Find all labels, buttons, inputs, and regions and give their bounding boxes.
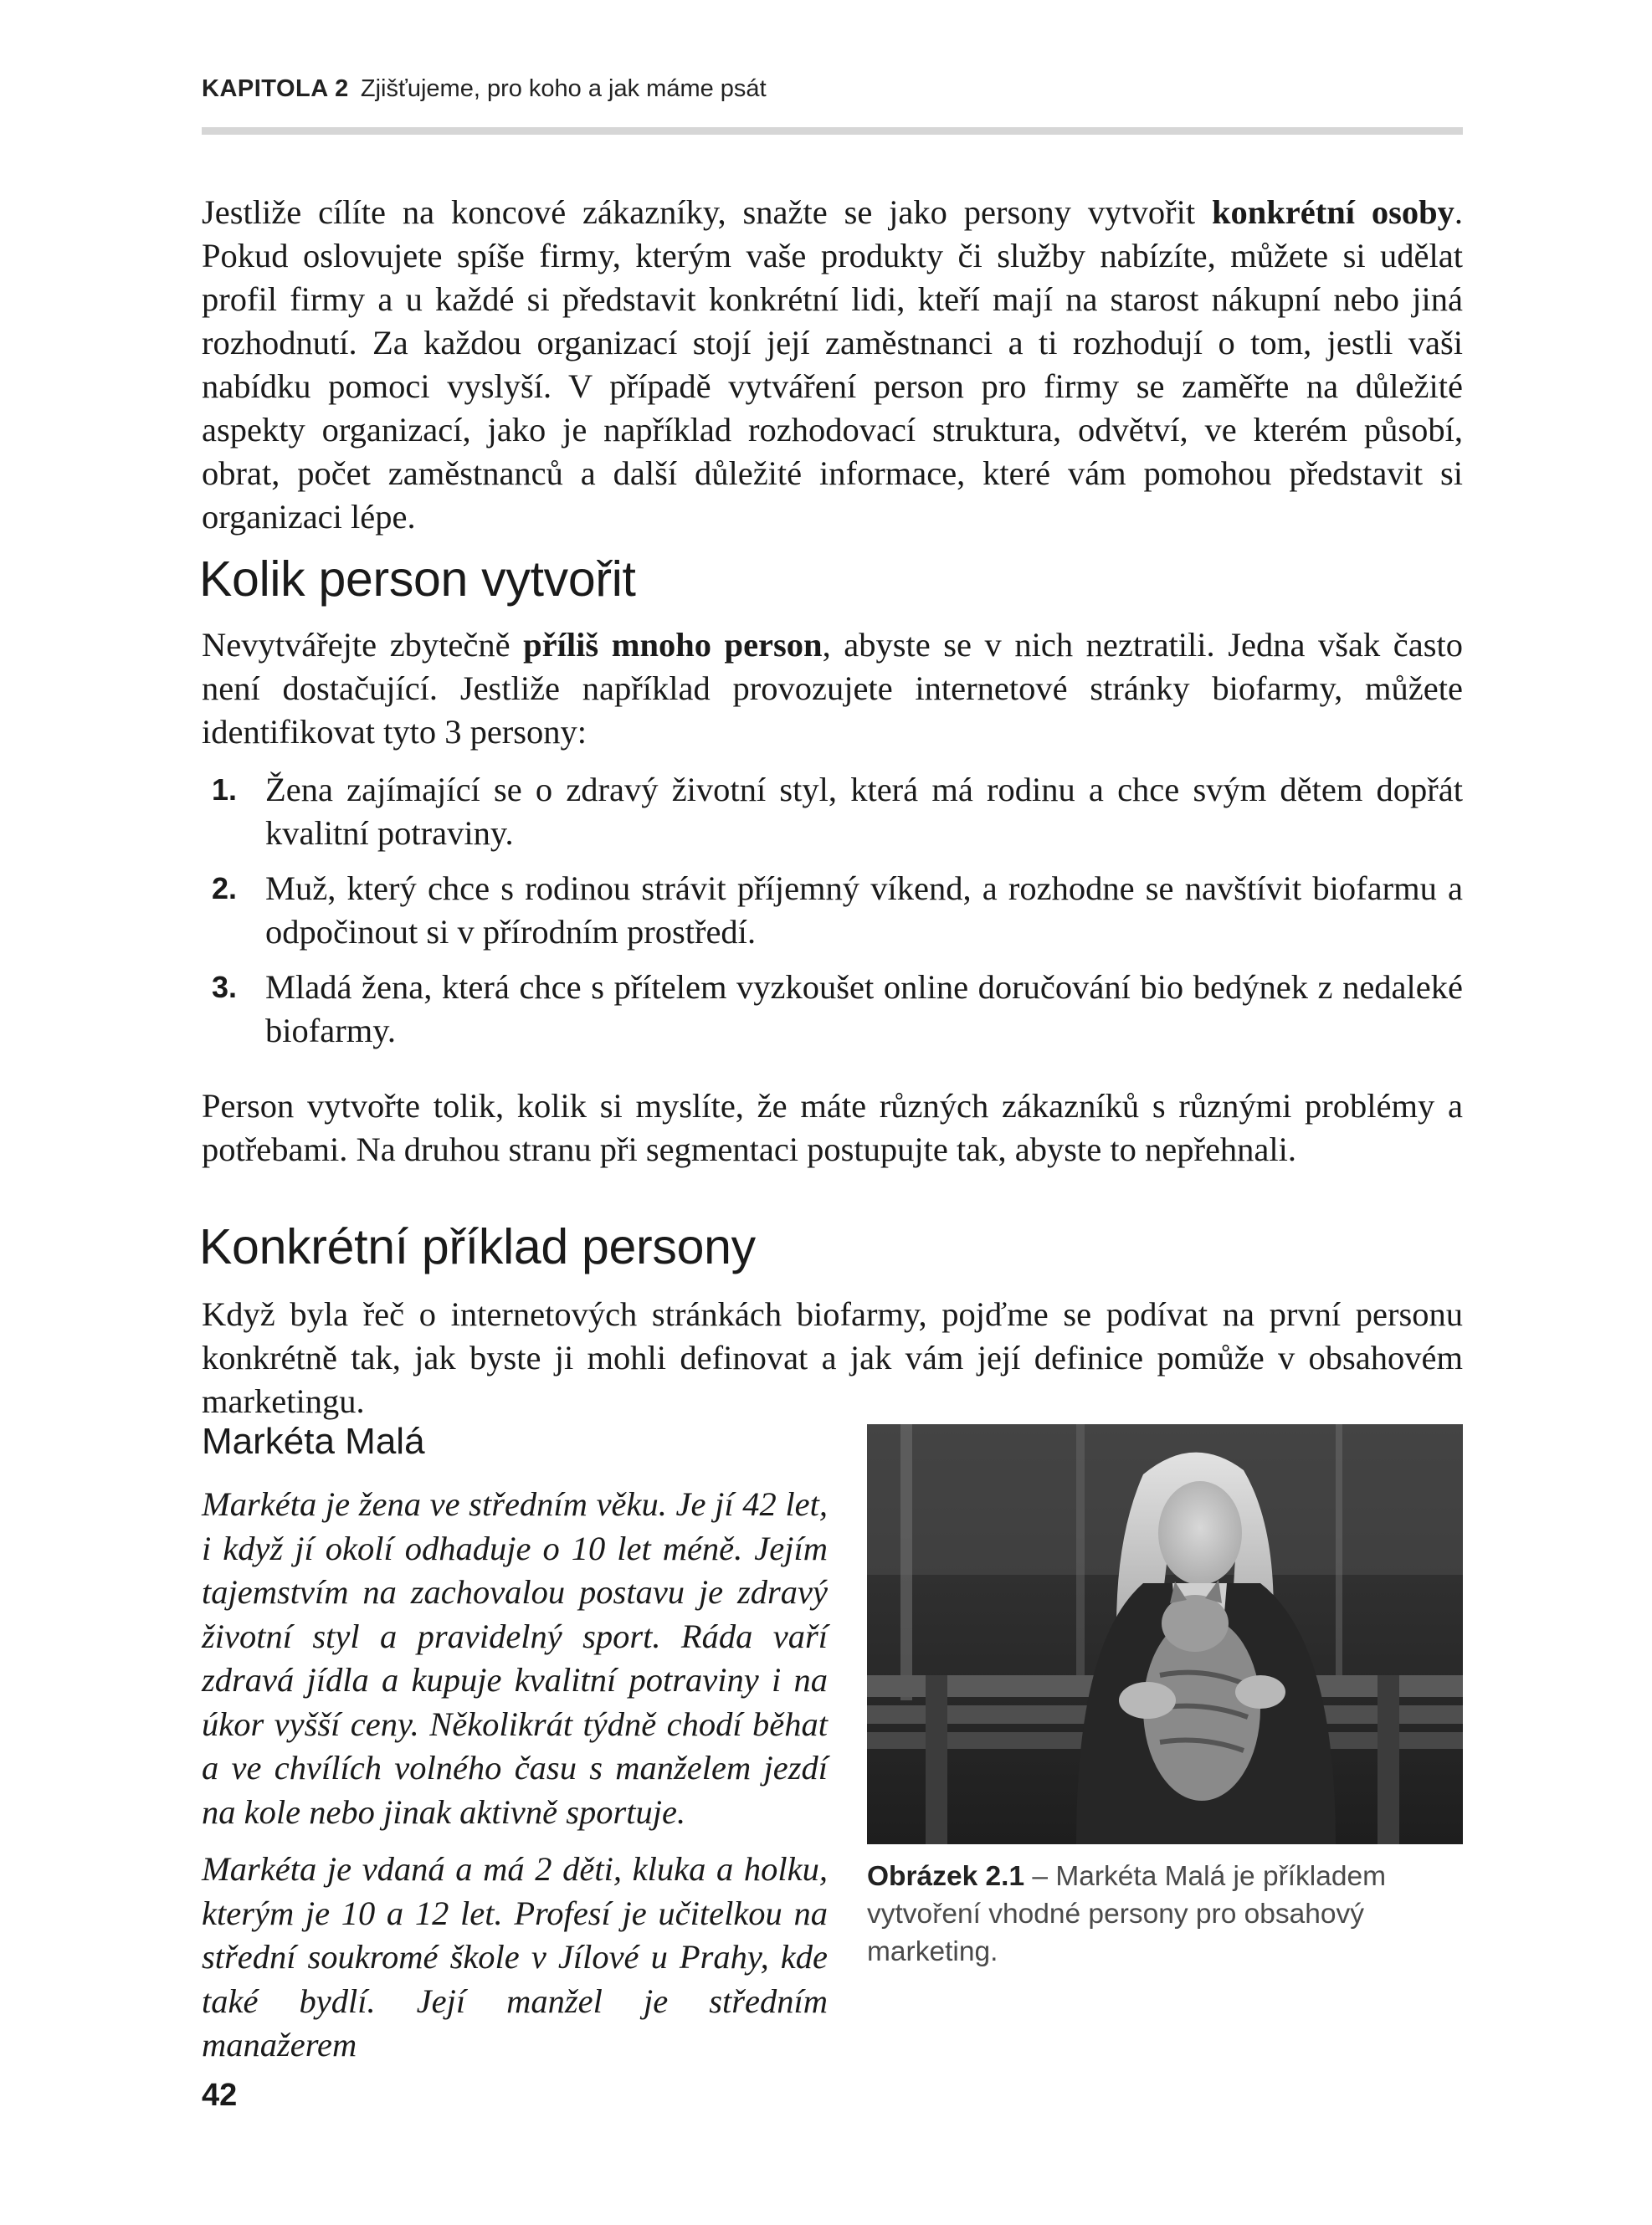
list-item: 3. Mladá žena, která chce s přítelem vyzkoušet online doručování bio bedýnek z nedaleké biofarmy. <box>202 966 1463 1053</box>
section-heading-kolik-person: Kolik person vytvořit <box>199 551 636 607</box>
section1-paragraph: Nevytvářejte zbytečně příliš mnoho person, abyste se v nich neztratili. Jedna však často není dostačující. Jestliže například provozujete internetové stránky biofarmy, můžete identifikovat tyto 3 persony: <box>202 626 1463 751</box>
list-item: 1. Žena zajímající se o zdravý životní styl, která má rodinu a chce svým dětem dopřát kvalitní potraviny. <box>202 768 1463 855</box>
figure-caption: Obrázek 2.1 – Markéta Malá je příkladem vytvoření vhodné persony pro obsahový marketing. <box>867 1861 1387 1967</box>
header-divider <box>202 127 1463 135</box>
intro-paragraph: Jestliže cílíte na koncové zákazníky, snažte se jako persony vytvořit konkrétní osoby. Pokud oslovujete spíše firmy, kterým vaše produkty či služby nabízíte, můžete si udělat profil firmy a u každé si představit konkrétní lidi, kteří mají na starost nákupní nebo jiná rozhodnutí. Za každou organizací stojí její zaměstnanci a ti rozhodují o tom, jestli vaši nabídku pomoci vyslyší. V případě vytváření person pro firmy se zaměřte na důležité aspekty organizací, jako je například rozhodovací struktura, odvětví, ve kterém působí, obrat, počet zaměstnanců a další důležité informace, které vám pomohou představit si organizaci lépe. <box>202 193 1463 536</box>
list-number: 2. <box>212 871 238 905</box>
persona-description-1: Markéta je žena ve středním věku. Je jí 42 let, i když jí okolí odhaduje o 10 let méně. Jejím tajemstvím na zachovalou postavu je zdravý životní styl a pravidelný sport. Ráda vaří zdravá jídla a kupuje kvalitní potraviny i na úkor vyšší ceny. Několikrát týdně chodí běhat a ve chvílích volného času s manželem jezdí na kole nebo jinak aktivně sportuje. <box>202 1485 828 1831</box>
persona-photo <box>867 1424 1463 1844</box>
bold-phrase: konkrétní osoby <box>1211 193 1454 231</box>
section-heading-konkretni-priklad: Konkrétní příklad persony <box>199 1219 756 1274</box>
figure-label: Obrázek 2.1 <box>867 1861 1025 1892</box>
page-number: 42 <box>202 2078 238 2113</box>
running-header <box>202 75 767 103</box>
list-number: 1. <box>212 772 238 807</box>
persona-list <box>202 768 1463 1064</box>
bold-phrase: příliš mnoho person <box>523 626 823 664</box>
list-number: 3. <box>212 970 238 1004</box>
persona-name-heading: Markéta Malá <box>202 1421 425 1462</box>
chapter-label: KAPITOLA 2 <box>202 75 349 102</box>
persona-description-2: Markéta je vdaná a má 2 děti, kluka a holku, kterým je 10 a 12 let. Profesí je učitelkou na střední soukromé škole v Jílové u Prahy, kde také bydlí. Její manžel je středním manažerem <box>202 1850 828 2064</box>
section2-intro-paragraph: Když byla řeč o internetových stránkách biofarmy, pojďme se podívat na první personu konkrétně tak, jak byste ji mohli definovat a jak vám její definice pomůže v obsahovém marketingu. <box>202 1295 1463 1420</box>
chapter-title: Zjišťujeme, pro koho a jak máme psát <box>360 75 767 102</box>
list-item: 2. Muž, který chce s rodinou strávit příjemný víkend, a rozhodne se navštívit biofarmu a odpočinout si v přírodním prostředí. <box>202 867 1463 954</box>
section1-closing-paragraph: Person vytvořte tolik, kolik si myslíte, že máte různých zákazníků s různými problémy a potřebami. Na druhou stranu při segmentaci postupujte tak, abyste to nepřehnali. <box>202 1087 1463 1168</box>
